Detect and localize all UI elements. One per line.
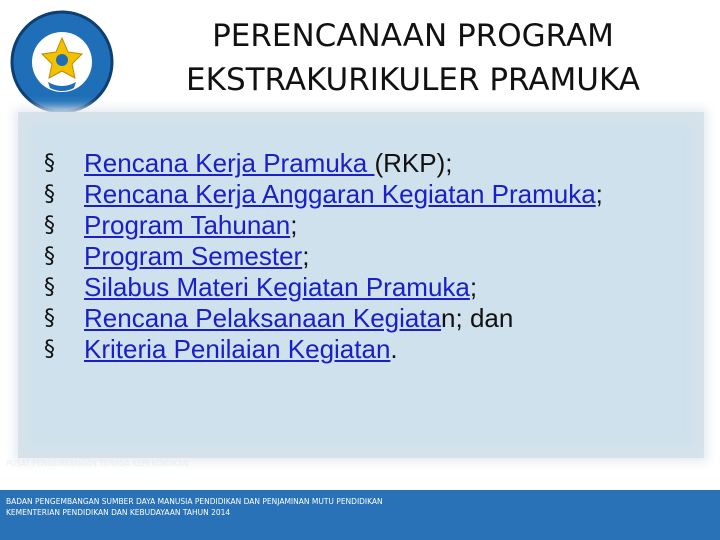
item-link[interactable]: Program Semester: [84, 241, 303, 271]
footer-text: [0, 458, 720, 518]
bullet-icon: §: [44, 151, 55, 176]
bullet-icon: §: [44, 244, 55, 269]
page-title: [118, 14, 708, 102]
item-link[interactable]: Kriteria Penilaian Kegiatan: [84, 334, 391, 364]
item-suffix: ;: [290, 210, 298, 240]
bullet-icon: §: [44, 275, 55, 300]
list-item: [44, 334, 694, 365]
list-item: [44, 272, 694, 303]
bullet-icon: §: [44, 182, 55, 207]
item-link[interactable]: Silabus Materi Kegiatan Pramuka: [84, 272, 470, 302]
footer-line-2: KEMENTERIAN PENDIDIKAN DAN KEBUDAYAAN TAHUN 2014: [6, 508, 231, 517]
item-suffix: ;: [469, 272, 478, 302]
item-link[interactable]: Rencana Kerja Anggaran Kegiatan Pramuka: [84, 179, 596, 209]
kemendikbud-logo: [8, 8, 116, 116]
item-link[interactable]: Rencana Pelaksanaan Kegiata: [84, 303, 442, 333]
item-suffix: ;: [302, 241, 310, 271]
item-link[interactable]: Rencana Kerja Pramuka: [84, 148, 375, 178]
bullet-icon: §: [44, 306, 55, 331]
title-line-1: PERENCANAAN PROGRAM: [212, 18, 614, 54]
item-suffix: ;: [595, 179, 603, 209]
footer-line-0: PUSAT PENGEMBANGAN TENAGA KEPENDIDIKAN: [6, 459, 189, 468]
list-item: [44, 303, 694, 334]
list-item: [44, 179, 694, 210]
item-suffix: n; dan: [441, 303, 514, 333]
bullet-icon: §: [44, 213, 55, 238]
list-item: [44, 241, 694, 272]
item-suffix: (RKP);: [374, 148, 453, 178]
program-list: [44, 148, 694, 365]
footer-line-1: BADAN PENGEMBANGAN SUMBER DAYA MANUSIA PENDIDIKAN DAN PENJAMINAN MUTU PENDIDIKAN: [6, 497, 383, 506]
item-suffix: .: [390, 334, 398, 364]
bullet-icon: §: [44, 337, 55, 362]
list-item: [44, 148, 694, 179]
item-link[interactable]: Program Tahunan: [84, 210, 291, 240]
list-item: [44, 210, 694, 241]
title-line-2: EKSTRAKURIKULER PRAMUKA: [186, 62, 640, 98]
